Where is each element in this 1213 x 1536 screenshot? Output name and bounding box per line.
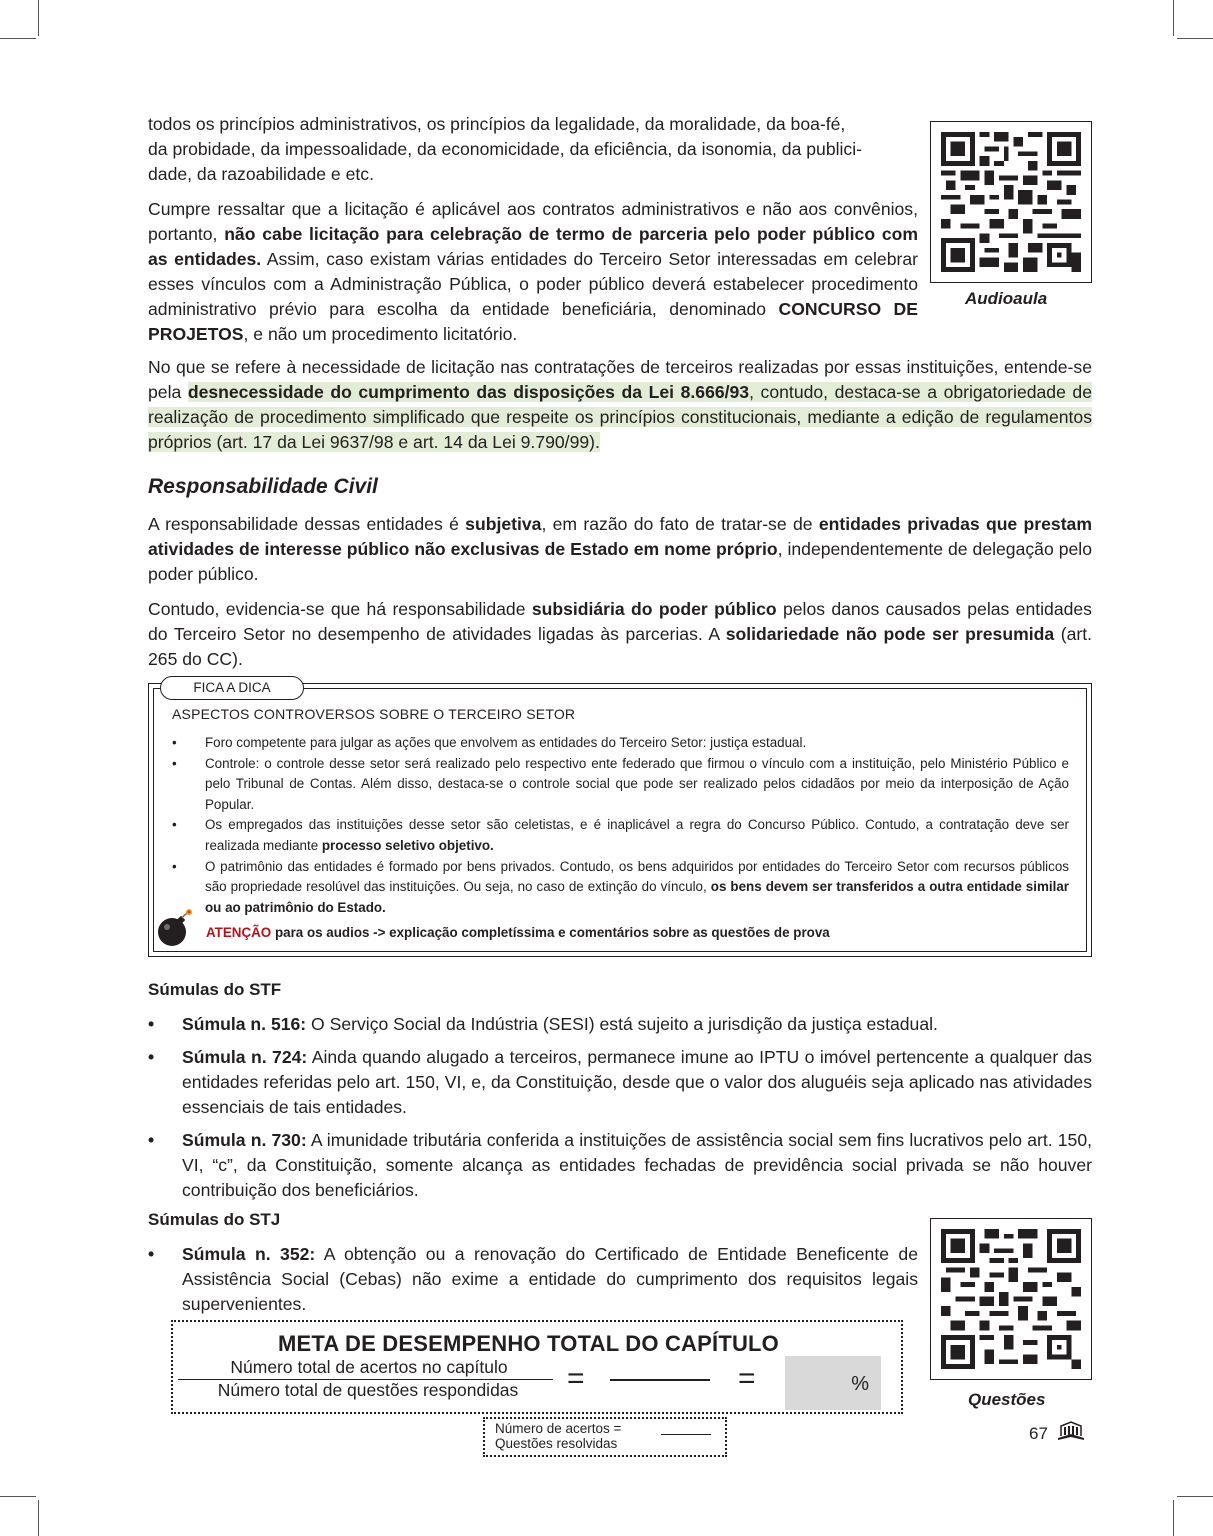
intro-line: da probidade, da impessoalidade, da economicidade, da eficiência, da isonomia, da publici- [148, 139, 862, 159]
crop-mark [1173, 0, 1174, 36]
attention-note [206, 925, 830, 940]
sumula-item [148, 1128, 1092, 1203]
sumula-text: A obtenção ou a renovação do Certificado de Entidade Beneficente de Assistência Social (Cebas) não exime a entidade do cumprimento dos requisitos legais supervenientes. [182, 1244, 919, 1314]
terceiros-paragraph [148, 355, 1092, 455]
result-blank-line [610, 1379, 710, 1381]
text-span: , em razão do fato de tratar-se de [541, 514, 819, 534]
highlight-span: , contudo, destaca-se a obrigatoriedade de realização de procedimento simplificado que respeite os princípios constitucionais, mediante a edição de regulamentos próprios (art. 17 da Lei 9637/98 e art. 14 da Lei 9.790/99). [148, 382, 1093, 452]
licitacao-paragraph [148, 197, 918, 347]
sumula-label: Súmula n. 516: [182, 1014, 307, 1034]
qr-code-audioaula[interactable] [930, 121, 1092, 283]
sumula-item [148, 1045, 1092, 1120]
text-span: Assim, caso existam várias entidades do Terceiro Setor interessadas em celebrar esses vínculos com a Administração Pública, o poder público deverá estabelecer procedimento administrativo prévio para escolha da entidade beneficiária, denominado [148, 249, 918, 319]
fraction-denominator: Número total de questões respondidas [217, 1380, 519, 1400]
sumula-item [148, 1012, 1092, 1037]
tip-tab-label: FICA A DICA [160, 676, 304, 700]
sumula-label: Súmula n. 724: [182, 1047, 308, 1067]
crop-mark [0, 38, 36, 39]
intro-line: dade, da razoabilidade e etc. [148, 164, 374, 184]
text-span: pelos danos causados pelas entidades do Terceiro Setor no desempenho de atividades ligadas às parcerias. A [148, 599, 1092, 644]
sumula-text: A imunidade tributária conferida a instituições de assistência social sem fins lucrativos pelo art. 150, VI, “c”, da Constituição, somente alcança as entidades fechadas de previdência social privada se não houver contribuição dos beneficiários. [182, 1130, 1093, 1200]
intro-line: todos os princípios administrativos, os princípios da legalidade, da moralidade, da boa-fé, [148, 114, 846, 134]
sumula-item [148, 1242, 918, 1317]
qr-label-audioaula: Audioaula [965, 289, 1048, 308]
qr-code-icon [941, 1229, 1081, 1369]
hits-label: Número de acertos = [495, 1421, 622, 1436]
bold-span: não cabe licitação para celebração de termo de parceria pelo poder público com as entidades. [148, 224, 918, 269]
text-span: , independentemente de delegação pelo poder público. [148, 539, 1092, 584]
performance-goal-box [171, 1320, 903, 1414]
responsabilidade-paragraph-1 [148, 512, 1092, 587]
tip-list-item: • Controle: o controle desse setor será realizado pelo respectivo ente federado que firmou o vínculo com a instituição, pelo Ministério Público e pelo Tribunal de Contas. Além disso, destaca-se o controle social que pode ser realizado pelos cidadãos por meio da interposição de Ação Popular. [172, 754, 1069, 816]
bold-span: entidades privadas que prestam atividades de interesse público não exclusivas de Estado em nome próprio [148, 514, 1092, 559]
tip-list-item [172, 815, 1069, 856]
stf-heading: Súmulas do STF [148, 980, 282, 999]
crop-mark [1177, 1496, 1213, 1497]
tip-title: ASPECTOS CONTROVERSOS SOBRE O TERCEIRO SETOR [172, 706, 576, 722]
text-span: Contudo, evidencia-se que há responsabilidade [148, 599, 532, 619]
responsabilidade-paragraph-2 [148, 597, 1092, 672]
sumula-text: Ainda quando alugado a terceiros, permanece imune ao IPTU o imóvel pertencente a qualquer das entidades referidas pelo art. 150, VI, e, da Constituição, desde que o valor dos aluguéis seja aplicado nas atividades essenciais de tais entidades. [182, 1047, 1093, 1117]
percent-field[interactable] [785, 1356, 881, 1410]
bold-span: CONCURSO DE PROJETOS [148, 299, 918, 344]
hits-ratio-box [483, 1417, 727, 1457]
hits-blank-line [661, 1434, 711, 1435]
text-span: (art. 265 do CC). [148, 624, 1092, 669]
qr-code-questoes[interactable] [930, 1218, 1092, 1380]
performance-goal-title: META DE DESEMPENHO TOTAL DO CAPÍTULO [278, 1331, 779, 1356]
crop-mark [1173, 1500, 1174, 1536]
stj-heading: Súmulas do STJ [148, 1210, 281, 1229]
text-span: No que se refere à necessidade de licitação nas contratações de terceiros realizadas por essas instituições, entende-se pela [148, 357, 1092, 402]
percent-sign: % [851, 1373, 869, 1395]
tip-list [172, 733, 1069, 918]
qr-label-questoes: Questões [968, 1390, 1046, 1409]
text-span: , e não um procedimento licitatório. [243, 324, 518, 344]
qr-code-icon [941, 132, 1081, 272]
intro-paragraph [148, 112, 918, 187]
crop-mark [38, 1500, 39, 1536]
sumula-text: O Serviço Social da Indústria (SESI) está sujeito a jurisdição da justiça estadual. [306, 1014, 938, 1034]
bold-span: solidariedade não pode ser presumida [725, 624, 1055, 644]
equals-sign: = [567, 1362, 585, 1395]
attention-label: ATENÇÃO [206, 925, 272, 940]
crop-mark [0, 1496, 36, 1497]
fraction-numerator: Número total de acertos no capítulo [230, 1357, 508, 1377]
text-span: O patrimônio das entidades é formado por bens privados. Contudo, os bens adquiridos por entidades do Terceiro Setor com recursos públicos são propriedade resolúvel das instituições. Ou seja, no caso de extinção do vínculo, [205, 858, 1069, 895]
tip-list-item [172, 857, 1069, 919]
attention-text: para os audios -> explicação completíssima e comentários sobre as questões de prova [271, 925, 830, 940]
crop-mark [38, 0, 39, 36]
tip-list-item: • Foro competente para julgar as ações que envolvem as entidades do Terceiro Setor: justiça estadual. [172, 733, 1069, 754]
crop-mark [1177, 38, 1213, 39]
bomb-icon [155, 906, 195, 948]
stf-list [148, 1012, 1092, 1211]
section-title: Responsabilidade Civil [148, 475, 378, 498]
bold-span: subjetiva [465, 514, 542, 534]
page-number: 67 [1029, 1424, 1048, 1443]
resolved-label: Questões resolvidas [495, 1436, 618, 1451]
equals-sign: = [738, 1362, 756, 1395]
bold-span: subsidiária do poder público [531, 599, 777, 619]
highlight-bold-span: desnecessidade do cumprimento das disposições da Lei 8.666/93 [187, 382, 750, 402]
sumula-label: Súmula n. 352: [182, 1244, 316, 1264]
text-span: Cumpre ressaltar que a licitação é aplicável aos contratos administrativos e não aos convênios, portanto, [148, 199, 918, 244]
sumula-label: Súmula n. 730: [182, 1130, 307, 1150]
book-logo-icon [1056, 1420, 1086, 1442]
text-span: A responsabilidade dessas entidades é [148, 514, 466, 534]
stj-list [148, 1242, 918, 1325]
bold-span: os bens devem ser transferidos a outra entidade similar ou ao patrimônio do Estado. [205, 879, 1069, 915]
text-span: Os empregados das instituições desse setor são celetistas, e é inaplicável a regra do Concurso Público. Contudo, a contratação deve ser realizada mediante [205, 817, 1069, 853]
bold-span: processo seletivo objetivo. [321, 837, 494, 853]
